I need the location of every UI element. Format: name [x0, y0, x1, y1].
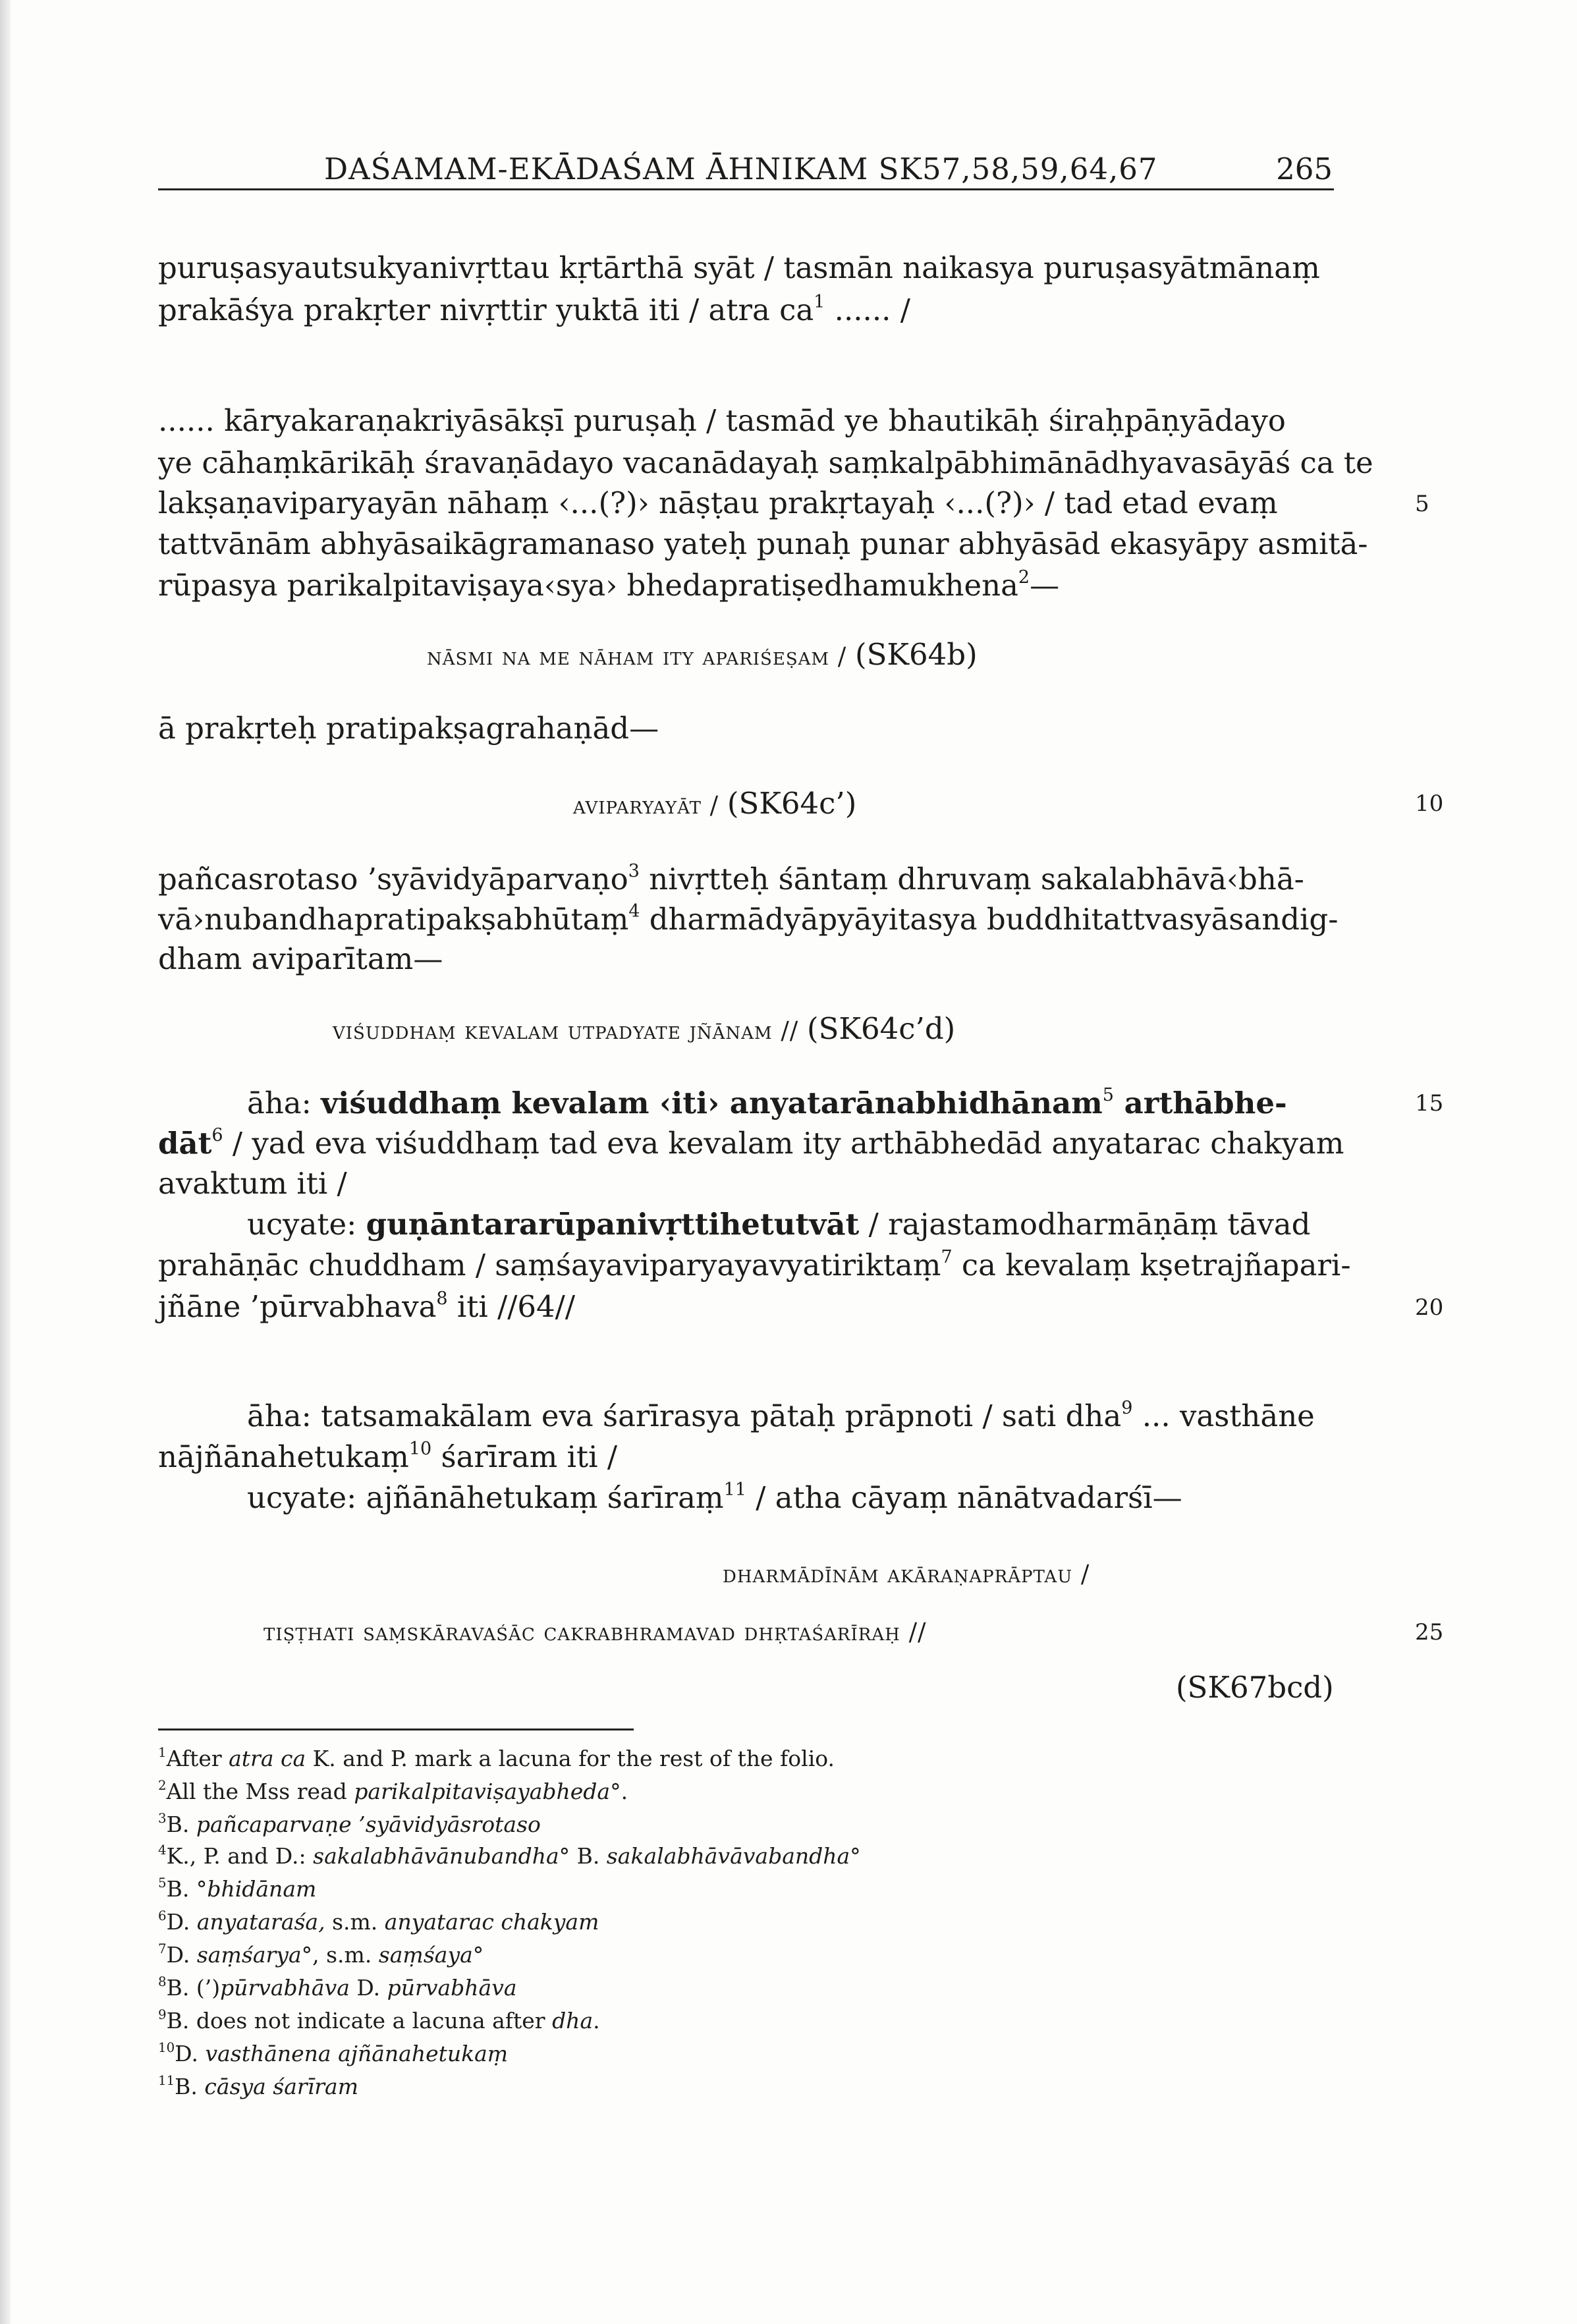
line-number: 10: [1415, 790, 1444, 817]
page-edge-shadow: [0, 0, 11, 2324]
footnote: [158, 1810, 541, 1839]
footnote-reading: anyataraśa,: [196, 1909, 325, 1935]
line-text: prahāṇāc chuddham / saṃśayaviparyayavyatiriktaṃ: [158, 1248, 941, 1283]
line-text: lakṣaṇaviparyayān nāhaṃ ‹...(?)› nāṣṭau prakṛtayaḥ ‹...(?)› / tad etad evaṃ: [158, 485, 1278, 520]
text-line: [158, 565, 1059, 607]
footnote-text: After: [166, 1746, 229, 1771]
line-text: dharmādyāpyāyitasya buddhitattvasyāsandig-: [640, 902, 1339, 937]
text-line: [158, 1244, 1351, 1286]
line-text: nājñānahetukaṃ: [158, 1439, 409, 1474]
text-line: [158, 707, 659, 750]
footnote-number: 7: [158, 1941, 167, 1957]
text-line: [247, 1395, 1315, 1437]
lemma: guṇāntararūpanivṛttihetutvāt: [366, 1207, 860, 1242]
footnote-text: B.: [175, 2074, 205, 2099]
page-number: 265: [1276, 152, 1333, 186]
footnote-marker: 9: [1121, 1398, 1133, 1419]
footnote-marker: 10: [408, 1439, 432, 1460]
footnote-reading: °bhidānam: [196, 1876, 317, 1902]
text-line: [158, 1122, 1344, 1165]
text-line: [247, 1477, 1182, 1519]
text-line: [158, 247, 1320, 289]
line-text: avaktum iti /: [158, 1166, 347, 1201]
footnote-number: 8: [158, 1974, 167, 1990]
text-line: [158, 482, 1278, 524]
footnote-number: 5: [158, 1875, 167, 1891]
line-text: / yad eva viśuddhaṃ tad eva kevalam ity arthābhedād anyatarac chakyam: [223, 1126, 1344, 1161]
footnote-reading: vasthānena ajñānahetukaṃ: [205, 2041, 509, 2066]
line-text: ... vasthāne: [1132, 1398, 1315, 1433]
footnote-number: 1: [158, 1745, 167, 1761]
footnote-reading: sakalabhāvāvabandha°: [606, 1843, 861, 1869]
line-text: rūpasya parikalpitaviṣaya‹sya› bhedapratiṣedhamukhena: [158, 568, 1018, 603]
footnote-reading: saṃśarya°: [196, 1942, 313, 1968]
footnote-marker: 8: [436, 1288, 448, 1310]
header-title: DAŚAMAM-EKĀDAŚAM ĀHNIKAM SK57,58,59,64,67: [324, 152, 1158, 186]
line-text: ...... /: [825, 292, 910, 327]
footnote-reading: parikalpitaviṣayabheda°: [354, 1779, 621, 1804]
footnote-marker: 5: [1102, 1085, 1114, 1106]
line-text: nivṛtteḥ śāntaṃ dhruvaṃ sakalabhāvā‹bhā-: [639, 862, 1304, 897]
lemma: dāt: [158, 1126, 212, 1161]
footnote-reading: atra ca: [229, 1746, 306, 1771]
verse-sk67a: dharmādīnām akāraṇaprāptau /: [723, 1560, 1090, 1588]
text-line: [158, 938, 443, 980]
line-text: ucyate: ajñānāhetukaṃ śarīraṃ: [247, 1480, 724, 1515]
footnote-marker: 2: [1018, 567, 1030, 588]
footnote-reading: pūrvabhāva: [387, 1975, 517, 2001]
footnote: [158, 1875, 316, 1904]
line-text: iti //64//: [447, 1289, 575, 1324]
line-text: śarīram iti /: [431, 1439, 617, 1474]
line-text: puruṣasyautsukyanivṛttau kṛtārthā syāt / tasmān naikasya puruṣasyātmānaṃ: [158, 250, 1320, 285]
footnote-text: , s.m.: [312, 1942, 379, 1968]
footnote-text: .: [621, 1779, 628, 1804]
text-line: [158, 1436, 617, 1478]
footnote-marker: 4: [628, 901, 640, 922]
text-line: [247, 1082, 1287, 1124]
footnote: [158, 1744, 835, 1773]
footnote-text: D.: [175, 2041, 206, 2066]
footnote-text: B.: [166, 1812, 196, 1837]
line-text: —: [1030, 568, 1060, 603]
verse-reference: (SK67bcd): [1176, 1670, 1334, 1705]
footnote-text: s.m.: [325, 1909, 385, 1935]
footnote-marker: 7: [941, 1247, 953, 1268]
footnote-text: B. does not indicate a lacuna after: [166, 2008, 553, 2034]
verse-sk64c1: aviparyayāt / (SK64c’): [573, 786, 857, 821]
verse-reference: (SK64b): [855, 637, 978, 672]
footnote-number: 11: [158, 2073, 175, 2089]
line-text: prakāśya prakṛter nivṛttir yuktā iti / atra ca: [158, 292, 814, 327]
line-number: 20: [1415, 1294, 1444, 1321]
footnote-text: D.: [166, 1942, 197, 1968]
text-line: [158, 899, 1338, 941]
footnote: [158, 1777, 628, 1806]
footnote-rule: [158, 1729, 634, 1730]
footnote-number: 6: [158, 1908, 167, 1924]
verse-sk64cd: viśuddhaṃ kevalam utpadyate jñānam // (SK64c’d): [333, 1011, 956, 1046]
footnote-number: 3: [158, 1811, 167, 1827]
footnote-number: 4: [158, 1842, 167, 1858]
line-text: pañcasrotaso ’syāvidyāparvaṇo: [158, 862, 628, 897]
footnote-text: D.: [349, 1975, 387, 2001]
footnote-text: .: [593, 2008, 600, 2034]
line-text: ā prakṛteḥ pratipakṣagrahaṇād—: [158, 711, 659, 746]
footnote-marker: 1: [814, 292, 825, 313]
line-lead: ucyate:: [247, 1207, 366, 1242]
running-header: [158, 145, 1334, 190]
footnote-text: K. and P. mark a lacuna for the rest of the folio.: [306, 1746, 835, 1771]
text-line: [247, 1204, 1310, 1246]
line-text: āha: tatsamakālam eva śarīrasya pātaḥ prāpnoti / sati dha: [247, 1398, 1122, 1433]
line-number: 25: [1415, 1619, 1444, 1646]
footnote-number: 10: [158, 2040, 175, 2056]
text-line: [158, 442, 1373, 484]
footnote-reading: cāsya śarīram: [204, 2074, 358, 2099]
footnote-reading: pūrvabhāva: [220, 1975, 350, 2001]
footnote-reading: saṃśaya°: [378, 1942, 484, 1968]
line-text: / rajastamodharmāṇāṃ tāvad: [859, 1207, 1311, 1242]
footnote: [158, 2039, 508, 2068]
footnote-marker: 11: [723, 1480, 746, 1501]
text-line: [158, 289, 910, 331]
line-text: ca kevalaṃ kṣetrajñapari-: [952, 1248, 1351, 1283]
line-text: tattvānām abhyāsaikāgramanaso yateḥ punaḥ punar abhyāsād ekasyāpy asmitā-: [158, 526, 1368, 561]
lemma: arthābhe-: [1113, 1086, 1287, 1120]
lemma: viśuddhaṃ kevalam ‹iti› anyatarānabhidhānam: [321, 1086, 1103, 1120]
verse-sk67b: tiṣṭhati saṃskāravaśāc cakrabhramavad dhṛtaśarīraḥ //: [263, 1618, 927, 1646]
text-line: [158, 1286, 575, 1328]
footnote-text: B.: [166, 1876, 196, 1902]
line-number: 15: [1415, 1090, 1444, 1117]
verse-reference: (SK64c’d): [807, 1011, 956, 1046]
footnote-reading: sakalabhāvānubandha°: [313, 1843, 570, 1869]
line-text: jñāne ’pūrvabhava: [158, 1289, 437, 1324]
footnote-text: B. (’): [166, 1975, 221, 2001]
text-line: [158, 523, 1368, 565]
verse-sk64b: nāsmi na me nāham ity apariśeṣam / (SK64b): [427, 637, 978, 672]
footnote: [158, 1974, 517, 2003]
footnote-marker: 6: [211, 1125, 223, 1146]
line-lead: āha:: [247, 1086, 321, 1120]
text-line: [158, 1163, 347, 1205]
footnote-text: D.: [166, 1909, 197, 1935]
footnote-reading: dha: [552, 2008, 594, 2034]
footnote-reading: anyatarac chakyam: [384, 1909, 599, 1935]
footnote-text: All the Mss read: [166, 1779, 354, 1804]
verse-reference: (SK64c’): [727, 786, 857, 821]
footnote-number: 9: [158, 2007, 167, 2023]
footnote: [158, 1908, 599, 1937]
line-text: vā›nubandhapratipakṣabhūtaṃ: [158, 902, 629, 937]
text-line: [158, 858, 1304, 900]
footnote-marker: 3: [628, 861, 640, 882]
footnote: [158, 2072, 358, 2101]
footnote: [158, 1842, 861, 1871]
footnote: [158, 1941, 484, 1970]
line-text: ye cāhaṃkārikāḥ śravaṇādayo vacanādayaḥ saṃkalpābhimānādhyavasāyāś ca te: [158, 445, 1373, 480]
line-text: dham aviparītam—: [158, 941, 443, 976]
text-line: [158, 400, 1286, 442]
footnote-text: K., P. and D.:: [166, 1843, 314, 1869]
line-text: ...... kāryakaraṇakriyāsākṣī puruṣaḥ / tasmād ye bhautikāḥ śiraḥpāṇyādayo: [158, 403, 1286, 438]
footnote-text: B.: [570, 1843, 607, 1869]
line-text: / atha cāyaṃ nānātvadarśī—: [746, 1480, 1182, 1515]
footnote-reading: pañcaparvaṇe ’syāvidyāsrotaso: [196, 1812, 541, 1837]
line-number: 5: [1415, 491, 1429, 517]
footnote-number: 2: [158, 1778, 167, 1794]
footnote: [158, 2006, 600, 2035]
